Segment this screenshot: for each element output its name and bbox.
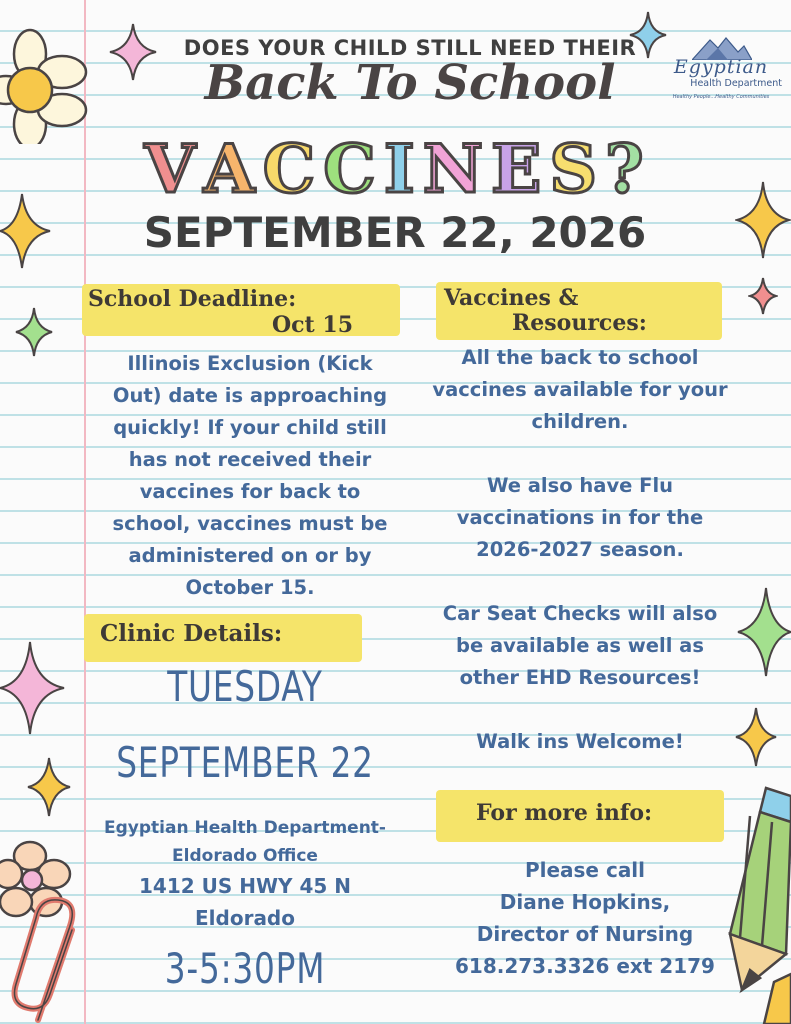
text-line: All the back to school xyxy=(461,346,699,369)
logo-name: Egyptian xyxy=(673,56,769,78)
text-line: Walk ins Welcome! xyxy=(476,730,684,753)
heading-line2: Resources: xyxy=(512,310,647,336)
text-line: Illinois Exclusion (Kick xyxy=(127,352,373,375)
text-line: administered on or by xyxy=(128,544,372,567)
text-line: children. xyxy=(531,410,629,433)
text-line: 2026-2027 season. xyxy=(476,538,684,561)
contact-line: Please call xyxy=(524,858,646,882)
sparkle-icon xyxy=(0,192,52,270)
logo-subname: Health Department xyxy=(690,78,782,89)
sparkle-icon xyxy=(14,306,54,358)
flower-icon xyxy=(0,24,92,144)
text-line: be available as well as xyxy=(456,634,704,657)
text-line: vaccines available for your xyxy=(432,378,728,401)
page-title: Back To School xyxy=(204,55,616,111)
text-line: other EHD Resources! xyxy=(459,666,701,689)
sparkle-icon xyxy=(26,756,72,818)
contact-phone: 618.273.3326 ext 2179 xyxy=(455,954,715,978)
event-date: SEPTEMBER 22, 2026 xyxy=(143,208,647,257)
deadline-heading-line2: Oct 15 xyxy=(272,312,353,338)
contact-text xyxy=(430,854,740,982)
text-line: Out) date is approaching xyxy=(112,384,388,407)
contact-line: Director of Nursing xyxy=(476,922,694,946)
text-line: has not received their xyxy=(128,448,372,471)
clinic-date: SEPTEMBER 22 xyxy=(116,738,374,787)
contact-line: Diane Hopkins, xyxy=(499,890,671,914)
vaccines-word xyxy=(95,130,695,208)
vaccines-letter: C xyxy=(262,130,318,208)
location-line: 1412 US HWY 45 N xyxy=(138,874,351,898)
vaccines-letter: I xyxy=(383,130,417,208)
text-line: vaccines for back to xyxy=(139,480,361,503)
location-line: Eldorado xyxy=(195,906,295,930)
vaccines-letter: S xyxy=(549,130,599,208)
sparkle-icon xyxy=(0,640,66,736)
text-line: vaccinations in for the xyxy=(456,506,704,529)
clinic-heading: Clinic Details: xyxy=(100,620,283,647)
vaccines-letter: E xyxy=(491,130,544,208)
location-line: Egyptian Health Department- xyxy=(103,818,386,838)
text-line: We also have Flu xyxy=(486,474,674,497)
clinic-location xyxy=(70,814,420,934)
vaccines-letter: A xyxy=(203,130,257,208)
text-line: October 15. xyxy=(185,576,315,599)
deadline-text xyxy=(90,348,410,604)
text-line: school, vaccines must be xyxy=(112,512,388,535)
deadline-heading-line1: School Deadline: xyxy=(88,286,297,312)
text-line: quickly! If your child still xyxy=(113,416,387,439)
clinic-day: TUESDAY xyxy=(167,662,323,711)
deadline-heading xyxy=(88,286,388,338)
info-heading: For more info: xyxy=(476,800,653,826)
sparkle-icon xyxy=(735,180,791,260)
vaccines-letter: ? xyxy=(605,130,646,208)
logo-tagline: Healthy People...Healthy Communities xyxy=(672,94,770,100)
text-line: Car Seat Checks will also xyxy=(442,602,718,625)
header-top-line: DOES YOUR CHILD STILL NEED THEIR xyxy=(183,36,637,60)
heading-line1: Vaccines & xyxy=(444,285,579,311)
location-line: Eldorado Office xyxy=(172,846,318,866)
vaccines-letter: C xyxy=(323,130,378,208)
sparkle-icon xyxy=(748,276,778,316)
vaccines-resources-heading xyxy=(444,286,704,336)
clinic-time: 3-5:30PM xyxy=(164,944,326,993)
resources-text xyxy=(410,342,750,758)
vaccines-letter: N xyxy=(422,130,486,208)
vaccines-letter: V xyxy=(144,130,198,208)
